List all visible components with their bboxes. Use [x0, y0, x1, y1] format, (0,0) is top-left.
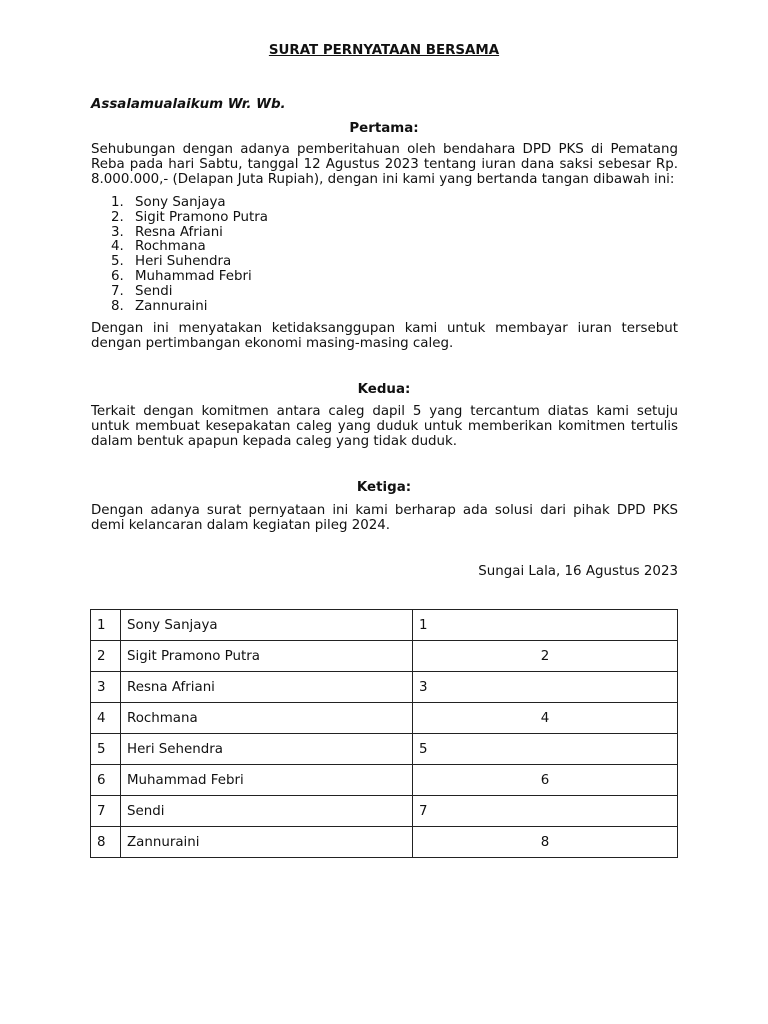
list-item: 3. Resna Afriani — [111, 224, 223, 240]
list-item: 7. Sendi — [111, 283, 173, 299]
table-row — [91, 765, 678, 796]
table-row — [91, 641, 678, 672]
ketiga-paragraph: Dengan adanya surat pernyataan ini kami berharap ada solusi dari pihak DPD PKS demi kelancaran dalam kegiatan pileg 2024. — [91, 503, 678, 533]
section-heading-kedua: Kedua: — [357, 382, 411, 397]
signature-table — [90, 609, 678, 858]
row-name: Resna Afriani — [121, 672, 413, 703]
list-item: 4. Rochmana — [111, 239, 206, 255]
row-number: 2 — [91, 641, 121, 672]
list-item: 8. Zannuraini — [111, 298, 208, 314]
row-number: 4 — [91, 703, 121, 734]
signature-cell: 6 — [413, 765, 678, 796]
signature-cell: 3 — [413, 672, 678, 703]
document-title: SURAT PERNYATAAN BERSAMA — [268, 43, 500, 58]
row-name: Sigit Pramono Putra — [121, 641, 413, 672]
list-item: 1. Sony Sanjaya — [111, 195, 226, 210]
row-number: 1 — [91, 610, 121, 641]
table-row — [91, 827, 678, 858]
signatory-list — [111, 196, 268, 314]
list-item: 6. Muhammad Febri — [111, 268, 252, 284]
row-number: 3 — [91, 672, 121, 703]
signature-cell: 2 — [413, 641, 678, 672]
place-date: Sungai Lala, 16 Agustus 2023 — [478, 564, 678, 579]
signature-cell: 5 — [413, 734, 678, 765]
table-row — [91, 610, 678, 641]
table-row — [91, 703, 678, 734]
row-name: Rochmana — [121, 703, 413, 734]
list-item: 5. Heri Suhendra — [111, 254, 232, 270]
row-name: Muhammad Febri — [121, 765, 413, 796]
row-name: Heri Sehendra — [121, 734, 413, 765]
row-name: Sendi — [121, 796, 413, 827]
table-row — [91, 672, 678, 703]
row-number: 7 — [91, 796, 121, 827]
row-number: 6 — [91, 765, 121, 796]
section-heading-ketiga: Ketiga: — [356, 480, 412, 495]
list-item: 2. Sigit Pramono Putra — [111, 209, 268, 225]
row-name: Zannuraini — [121, 827, 413, 858]
signature-cell: 7 — [413, 796, 678, 827]
row-number: 8 — [91, 827, 121, 858]
intro-paragraph: Sehubungan dengan adanya pemberitahuan oleh bendahara DPD PKS di Pematang Reba pada hari Sabtu, tanggal 12 Agustus 2023 tentang iuran dana saksi sebesar Rp. 8.000.000,- (Delapan Juta Rupiah), dengan ini kami yang bertanda tangan dibawah ini: — [91, 142, 678, 187]
statement-paragraph: Dengan ini menyatakan ketidaksanggupan kami untuk membayar iuran tersebut dengan pertimbangan ekonomi masing-masing caleg. — [91, 321, 678, 351]
greeting: Assalamualaikum Wr. Wb. — [91, 97, 286, 112]
table-row — [91, 796, 678, 827]
kedua-paragraph: Terkait dengan komitmen antara caleg dapil 5 yang tercantum diatas kami setuju untuk membuat kesepakatan caleg yang duduk untuk memberikan komitmen tertulis dalam bentuk apapun kepada caleg yang tidak duduk. — [91, 404, 678, 449]
signature-cell: 1 — [413, 610, 678, 641]
table-row — [91, 734, 678, 765]
row-name: Sony Sanjaya — [121, 610, 413, 641]
signature-cell: 4 — [413, 703, 678, 734]
row-number: 5 — [91, 734, 121, 765]
section-heading-pertama: Pertama: — [349, 121, 419, 136]
signature-cell: 8 — [413, 827, 678, 858]
